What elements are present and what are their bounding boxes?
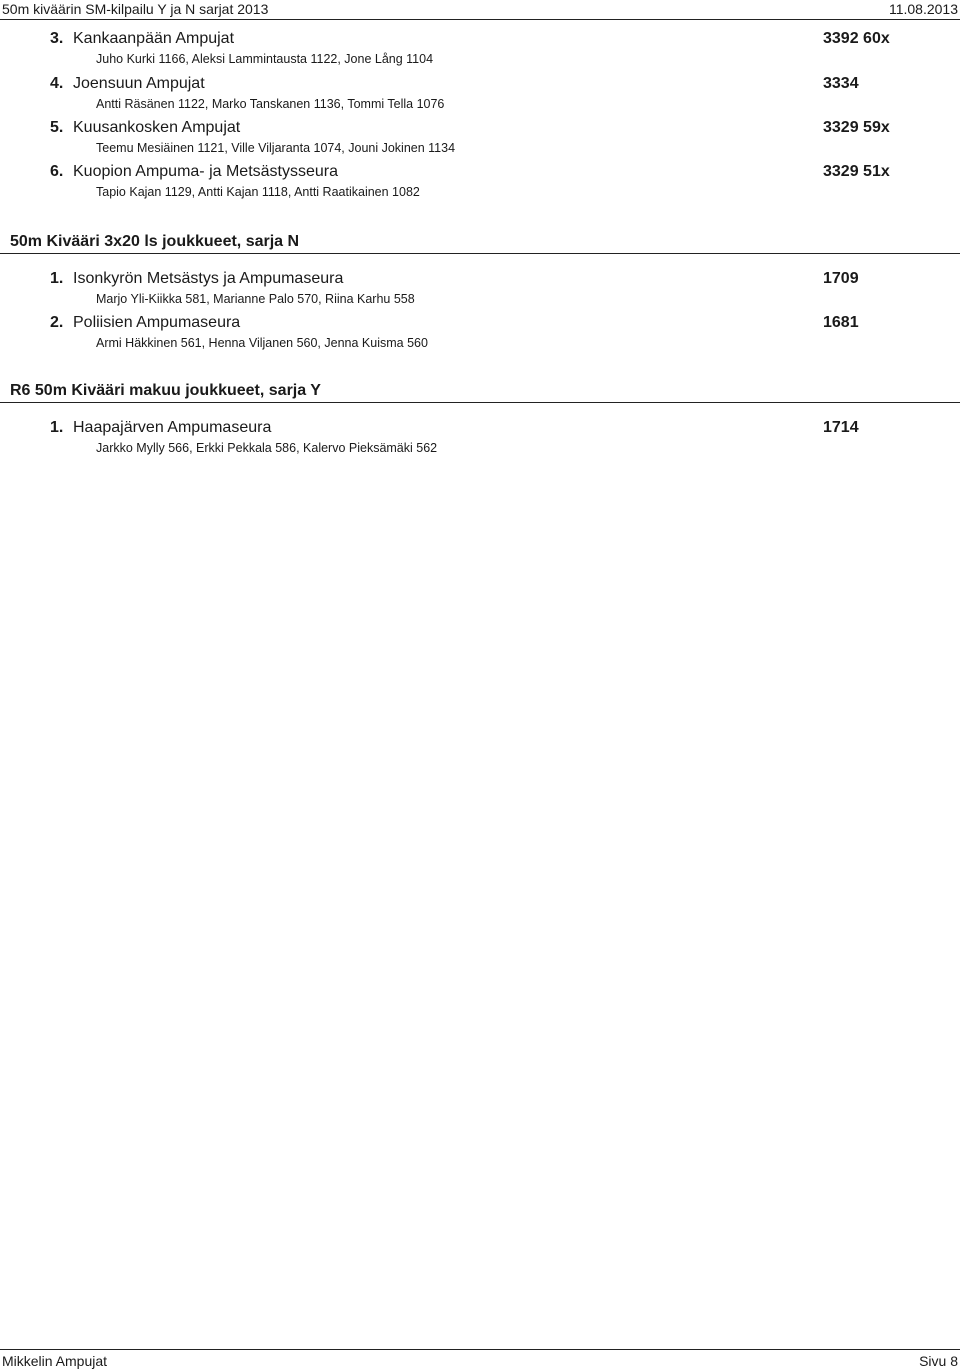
team-club: Poliisien Ampumaseura bbox=[73, 314, 241, 331]
team-club: Joensuun Ampujat bbox=[73, 75, 205, 92]
page-footer bbox=[0, 1349, 960, 1370]
team-rank: 2. bbox=[50, 314, 64, 331]
team-score: 1714 bbox=[823, 419, 859, 436]
team-rank: 1. bbox=[50, 270, 64, 287]
team-club: Kankaanpään Ampujat bbox=[73, 30, 235, 47]
document-title: 50m kiväärin SM-kilpailu Y ja N sarjat 2013 bbox=[2, 1, 269, 17]
team-rank: 6. bbox=[50, 163, 64, 180]
team-members: Juho Kurki 1166, Aleksi Lammintausta 1122, Jone Lång 1104 bbox=[96, 52, 434, 66]
team-score: 1709 bbox=[823, 270, 859, 287]
team-score: 3329 51x bbox=[823, 163, 890, 180]
team-members: Jarkko Mylly 566, Erkki Pekkala 586, Kalervo Pieksämäki 562 bbox=[96, 441, 438, 455]
team-rank: 1. bbox=[50, 419, 64, 436]
page-header bbox=[0, 0, 960, 20]
section-heading-text: 50m Kivääri 3x20 ls joukkueet, sarja N bbox=[10, 233, 300, 250]
team-members: Armi Häkkinen 561, Henna Viljanen 560, Jenna Kuisma 560 bbox=[96, 336, 428, 350]
organizer-name: Mikkelin Ampujat bbox=[2, 1353, 108, 1369]
team-club: Isonkyrön Metsästys ja Ampumaseura bbox=[73, 270, 344, 287]
team-club: Kuopion Ampuma- ja Metsästysseura bbox=[73, 163, 339, 180]
document-date: 11.08.2013 bbox=[888, 1, 958, 17]
team-score: 3392 60x bbox=[823, 30, 890, 47]
team-club: Haapajärven Ampumaseura bbox=[73, 419, 272, 436]
team-score: 3334 bbox=[823, 75, 859, 92]
team-members: Tapio Kajan 1129, Antti Kajan 1118, Antti Raatikainen 1082 bbox=[96, 185, 420, 199]
team-rank: 5. bbox=[50, 119, 64, 136]
section-heading-text: R6 50m Kivääri makuu joukkueet, sarja Y bbox=[10, 382, 321, 399]
section-heading bbox=[0, 233, 960, 254]
team-members: Teemu Mesiäinen 1121, Ville Viljaranta 1074, Jouni Jokinen 1134 bbox=[96, 141, 456, 155]
page-number: Sivu 8 bbox=[919, 1353, 958, 1369]
team-members: Marjo Yli-Kiikka 581, Marianne Palo 570, Riina Karhu 558 bbox=[96, 292, 415, 306]
team-club: Kuusankosken Ampujat bbox=[73, 119, 241, 136]
team-rank: 3. bbox=[50, 30, 64, 47]
team-members: Antti Räsänen 1122, Marko Tanskanen 1136, Tommi Tella 1076 bbox=[96, 97, 445, 111]
section-heading bbox=[0, 382, 960, 403]
team-score: 3329 59x bbox=[823, 119, 890, 136]
team-score: 1681 bbox=[823, 314, 859, 331]
team-rank: 4. bbox=[50, 75, 64, 92]
